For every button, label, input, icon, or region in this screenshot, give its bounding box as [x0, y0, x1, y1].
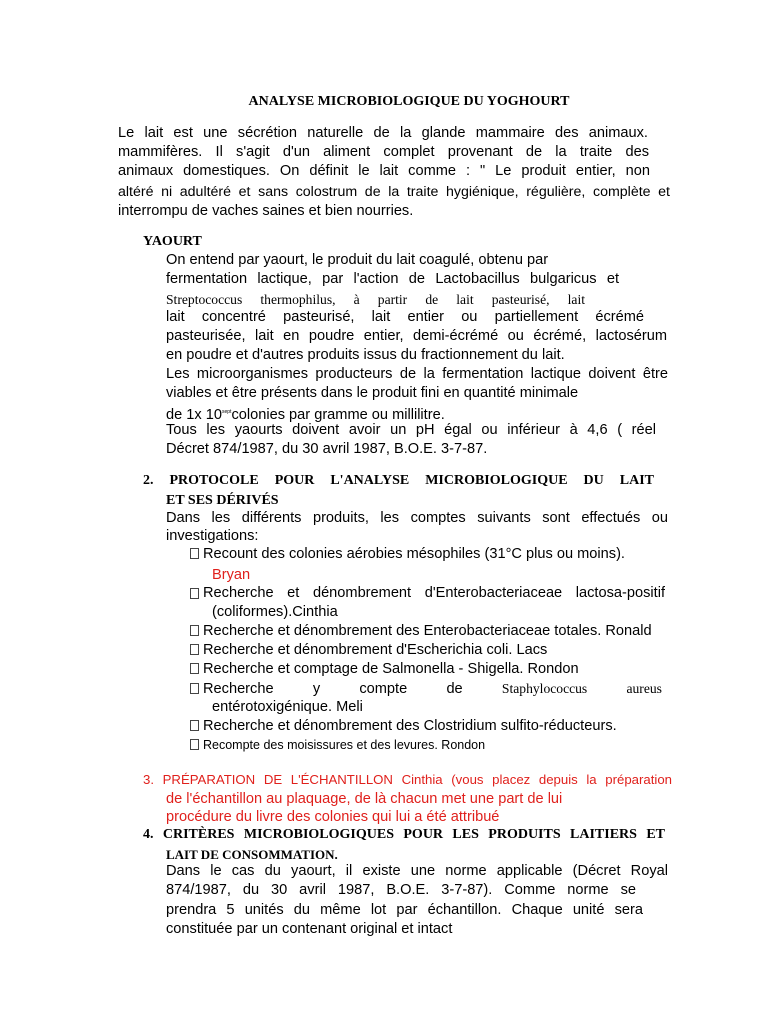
preparation-line: 3. PRÉPARATION DE L'ÉCHANTILLON Cinthia (vous placez depuis la préparation: [143, 772, 672, 787]
list-word: aureus: [626, 681, 662, 696]
section-heading: LAIT DE CONSOMMATION.: [166, 847, 338, 862]
checkbox-glyph-icon: [190, 548, 199, 559]
list-item: Recherche et dénombrement des Enterobacteriaceae totales. Ronald: [190, 622, 652, 641]
section-heading: ET SES DÉRIVÉS: [166, 493, 279, 508]
intro-line: mammifères. Il s'agit d'un aliment complet provenant de la traite des: [118, 144, 649, 160]
checkbox-glyph-icon: [190, 739, 199, 750]
yaourt-line: viables et être présents dans le produit fini en quantité minimale: [166, 385, 579, 401]
preparation-line: procédure du livre des colonies qui lui a été attribué: [166, 809, 500, 825]
section-heading: 4. CRITÈRES MICROBIOLOGIQUES POUR LES PRODUITS LAITIERS ET: [143, 827, 665, 842]
yaourt-line: lait concentré pasteurisé, lait entier ou partiellement écrémé: [166, 309, 644, 325]
list-item: Recherche et comptage de Salmonella - Shigella. Rondon: [190, 660, 579, 679]
yaourt-line: Décret 874/1987, du 30 avril 1987, B.O.E. 3-7-87.: [166, 441, 488, 457]
list-item: Recount des colonies aérobies mésophiles (31°C plus ou moins).: [190, 545, 625, 564]
section-heading: 2. PROTOCOLE POUR L'ANALYSE MICROBIOLOGIQUE DU LAIT: [143, 473, 654, 488]
intro-line: Le lait est une sécrétion naturelle de la glande mammaire des animaux.: [118, 125, 648, 141]
yaourt-line: fermentation lactique, par l'action de Lactobacillus bulgaricus et: [166, 271, 619, 287]
checkbox-glyph-icon: [190, 720, 199, 731]
protocole-intro: Dans les différents produits, les comptes suivants sont effectués ou: [166, 510, 668, 526]
exponent-base: de 1x 10: [166, 407, 222, 423]
list-item-continuation: entérotoxigénique. Meli: [212, 699, 363, 715]
list-item: [190, 679, 662, 698]
exponent-unit: colonies par gramme ou millilitre.: [231, 407, 445, 423]
list-item: Recherche et dénombrement d'Escherichia coli. Lacs: [190, 641, 547, 660]
checkbox-glyph-icon: [190, 588, 199, 599]
section-heading: YAOURT: [143, 234, 202, 249]
list-word: Staphylococcus: [501, 681, 588, 696]
checkbox-glyph-icon: [190, 625, 199, 636]
intro-line: altéré ni adultéré et sans colostrum de la traite hygiénique, régulière, complète et: [118, 184, 670, 200]
list-word: y: [312, 681, 321, 697]
list-word: de: [446, 681, 463, 697]
yaourt-line: pasteurisée, lait en poudre entier, demi-écrémé ou écrémé, lactosérum: [166, 328, 667, 344]
protocole-intro: investigations:: [166, 528, 259, 544]
criteres-line: Dans le cas du yaourt, il existe une norme applicable (Décret Royal: [166, 863, 668, 879]
yaourt-line: On entend par yaourt, le produit du lait coagulé, obtenu par: [166, 252, 549, 268]
page-title: ANALYSE MICROBIOLOGIQUE DU YOGHOURT: [248, 94, 570, 109]
checkbox-glyph-icon: [190, 683, 199, 694]
checkbox-glyph-icon: [190, 663, 199, 674]
intro-line: interrompu de vaches saines et bien nourries.: [118, 203, 414, 219]
list-item: Recompte des moisissures et des levures. Rondon: [190, 736, 485, 755]
preparation-line: de l'échantillon au plaquage, de là chacun met une part de lui: [166, 791, 563, 807]
list-item: Recherche et dénombrement d'Enterobacteriaceae lactosa-positif: [190, 584, 665, 603]
criteres-line: 874/1987, du 30 avril 1987, B.O.E. 3-7-87). Comme norme se: [166, 882, 636, 898]
criteres-line: constituée par un contenant original et intact: [166, 921, 453, 937]
checkbox-glyph-icon: [190, 644, 199, 655]
exponent-superscript: sept: [222, 409, 232, 415]
list-item-assignee: Bryan: [212, 567, 251, 583]
list-word: compte: [359, 681, 408, 697]
yaourt-line: [166, 403, 445, 422]
yaourt-line: en poudre et d'autres produits issus du fractionnement du lait.: [166, 347, 565, 363]
yaourt-line: Streptococcus thermophilus, à partir de lait pasteurisé, lait: [166, 292, 585, 307]
list-word: Recherche: [190, 680, 274, 699]
list-item-continuation: (coliformes).Cinthia: [212, 604, 338, 620]
intro-line: animaux domestiques. On définit le lait comme : " Le produit entier, non: [118, 163, 650, 179]
yaourt-line: Les microorganismes producteurs de la fermentation lactique doivent être: [166, 366, 668, 382]
yaourt-line: Tous les yaourts doivent avoir un pH égal ou inférieur à 4,6 ( réel: [166, 422, 656, 438]
list-item: Recherche et dénombrement des Clostridium sulfito-réducteurs.: [190, 717, 617, 736]
criteres-line: prendra 5 unités du même lot par échantillon. Chaque unité sera: [166, 902, 643, 918]
